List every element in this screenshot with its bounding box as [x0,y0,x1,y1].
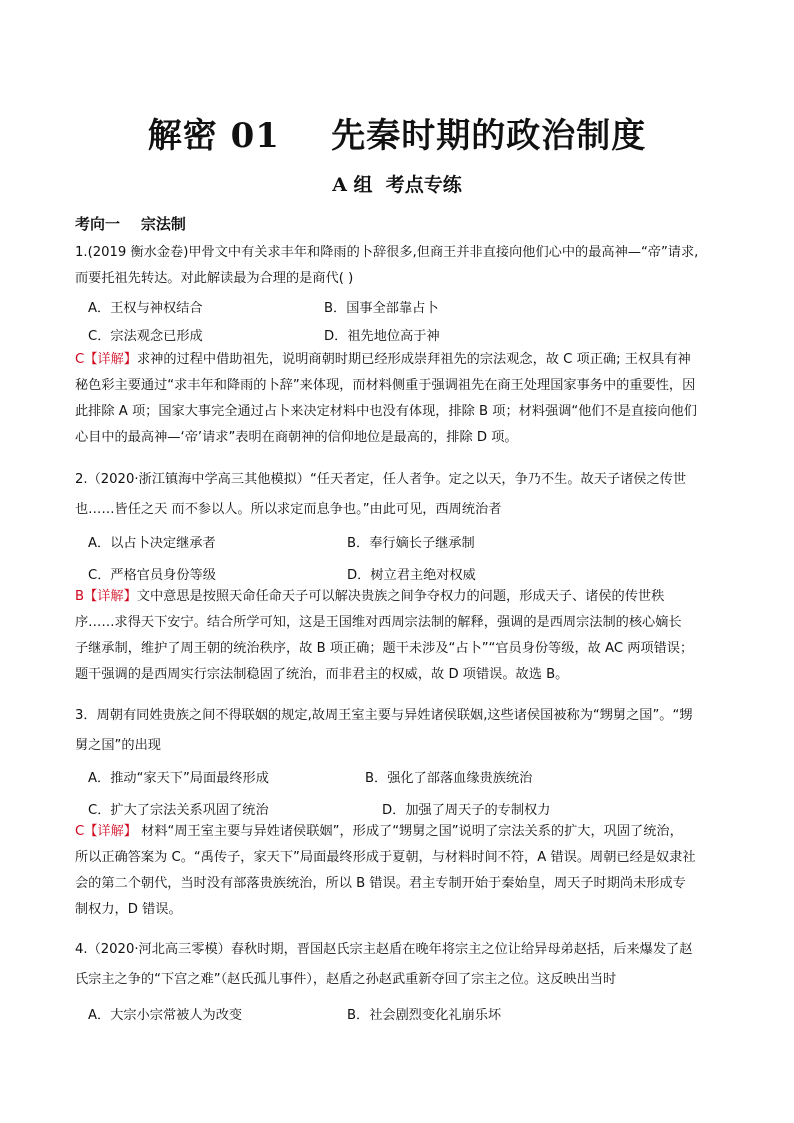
question-3-analysis-line-4: 制权力，D 错误。 [75,902,182,917]
answer-tag: C【详解】 [75,352,137,367]
question-1-option-c: C．宗法观念已形成 [88,329,203,344]
analysis-text: 求神的过程中借助祖先，说明商朝时期已经形成崇拜祖先的宗法观念，故 C 项正确; 王权具有神 [136,352,691,367]
question-2-option-a: A．以占卜决定继承者 [88,536,216,551]
question-1-option-d: D．祖先地位高于神 [324,329,440,344]
question-2-analysis-line-3: 子继承制，维护了周王朝的统治秩序，故 B 项正确；题干未涉及“占卜”“官员身份等级，故 AC 两项错误； [75,641,694,656]
question-4-option-b: B．社会剧烈变化礼崩乐坏 [347,1008,502,1023]
question-2-option-b: B．奉行嫡长子继承制 [347,536,475,551]
section-heading: 考向一 宗法制 [75,215,186,233]
question-1-stem-line-1: 1.(2019 衡水金卷)甲骨文中有关求丰年和降雨的卜辞很多,但商王并非直接向他们心中的最高神—“帝”请求, [75,245,699,260]
question-3-stem-line-2: 舅之国”的出现 [75,738,161,753]
page-title: 解密 01 先秦时期的政治制度 [147,116,647,156]
question-3-analysis-line-2: 所以正确答案为 C。“禹传子，家天下”局面最终形成于夏朝，与材料时间不符，A 错误。周朝已经是奴隶社 [75,850,696,865]
question-3-option-b: B．强化了部落血缘贵族统治 [365,771,533,786]
question-3-option-d: D．加强了周天子的专制权力 [382,803,551,818]
question-4-stem-line-1: 4.（2020·河北高三零模）春秋时期，晋国赵氏宗主赵盾在晚年将宗主之位让给异母弟赵括，后来爆发了赵 [75,942,693,957]
question-3-stem-line-1: 3．周朝有同姓贵族之间不得联姻的规定,故周王室主要与异姓诸侯联姻,这些诸侯国被称为“甥舅之国”。“甥 [75,708,693,723]
answer-tag: B【详解】 [75,589,137,604]
question-3-option-a: A．推动“家天下”局面最终形成 [88,771,269,786]
question-1-analysis-line-3: 此排除 A 项；国家大事完全通过占卜来决定材料中也没有体现，排除 B 项；材料强调“他们不是直接向他们 [75,404,697,419]
question-1-analysis-line-2: 秘色彩主要通过“求丰年和降雨的卜辞”来体现，而材料侧重于强调祖先在商王处理国家事务中的重要性，因 [75,378,696,393]
group-subtitle: A 组 考点专练 [332,174,462,196]
answer-tag: C【详解】 [75,824,137,839]
question-2-analysis-line-2: 序……求得天下安宁。结合所学可知，这是王国维对西周宗法制的解释，强调的是西周宗法制的核心嫡长 [75,615,682,630]
question-1-stem-line-2: 而要托祖先转达。对此解读最为合理的是商代( ) [75,271,354,286]
question-1-analysis-line-1 [75,347,691,373]
analysis-text: 文中意思是按照天命任命天子可以解决贵族之间争夺权力的问题，形成天子、诸侯的传世秩 [136,589,665,604]
question-2-stem-line-2: 也……皆任之天 而不参以人。所以求定而息争也。”由此可见，西周统治者 [75,502,502,517]
question-1-option-b: B．国事全部靠占卜 [324,301,439,316]
question-2-stem-line-1: 2.（2020·浙江镇海中学高三其他模拟）“任天者定，任人者争。定之以天，争乃不生。故天子诸侯之传世 [75,472,687,487]
question-2-option-c: C．严格官员身份等级 [88,568,216,583]
question-2-option-d: D．树立君主绝对权威 [347,568,476,583]
question-4-option-a: A．大宗小宗常被人为改变 [88,1008,243,1023]
question-3-analysis-line-1 [75,819,683,845]
question-1-analysis-line-4: 心目中的最高神—‘帝’请求”表明在商朝神的信仰地位是最高的，排除 D 项。 [75,430,518,445]
question-2-analysis-line-4: 题干强调的是西周实行宗法制稳固了统治，而非君主的权威，故 D 项错误。故选 B。 [75,667,569,682]
question-3-option-c: C．扩大了宗法关系巩固了统治 [88,803,269,818]
question-4-stem-line-2: 氏宗主之争的“下宫之难”（赵氏孤儿事件），赵盾之孙赵武重新夺回了宗主之位。这反映出当时 [75,972,617,987]
analysis-text: 材料“周王室主要与异姓诸侯联姻”，形成了“甥舅之国”说明了宗法关系的扩大，巩固了统治， [136,824,683,839]
question-3-analysis-line-3: 会的第二个朝代，当时没有部落贵族统治，所以 B 错误。君主专制开始于秦始皇，周天子时期尚未形成专 [75,876,686,891]
question-1-option-a: A．王权与神权结合 [88,301,203,316]
question-2-analysis-line-1 [75,584,664,610]
